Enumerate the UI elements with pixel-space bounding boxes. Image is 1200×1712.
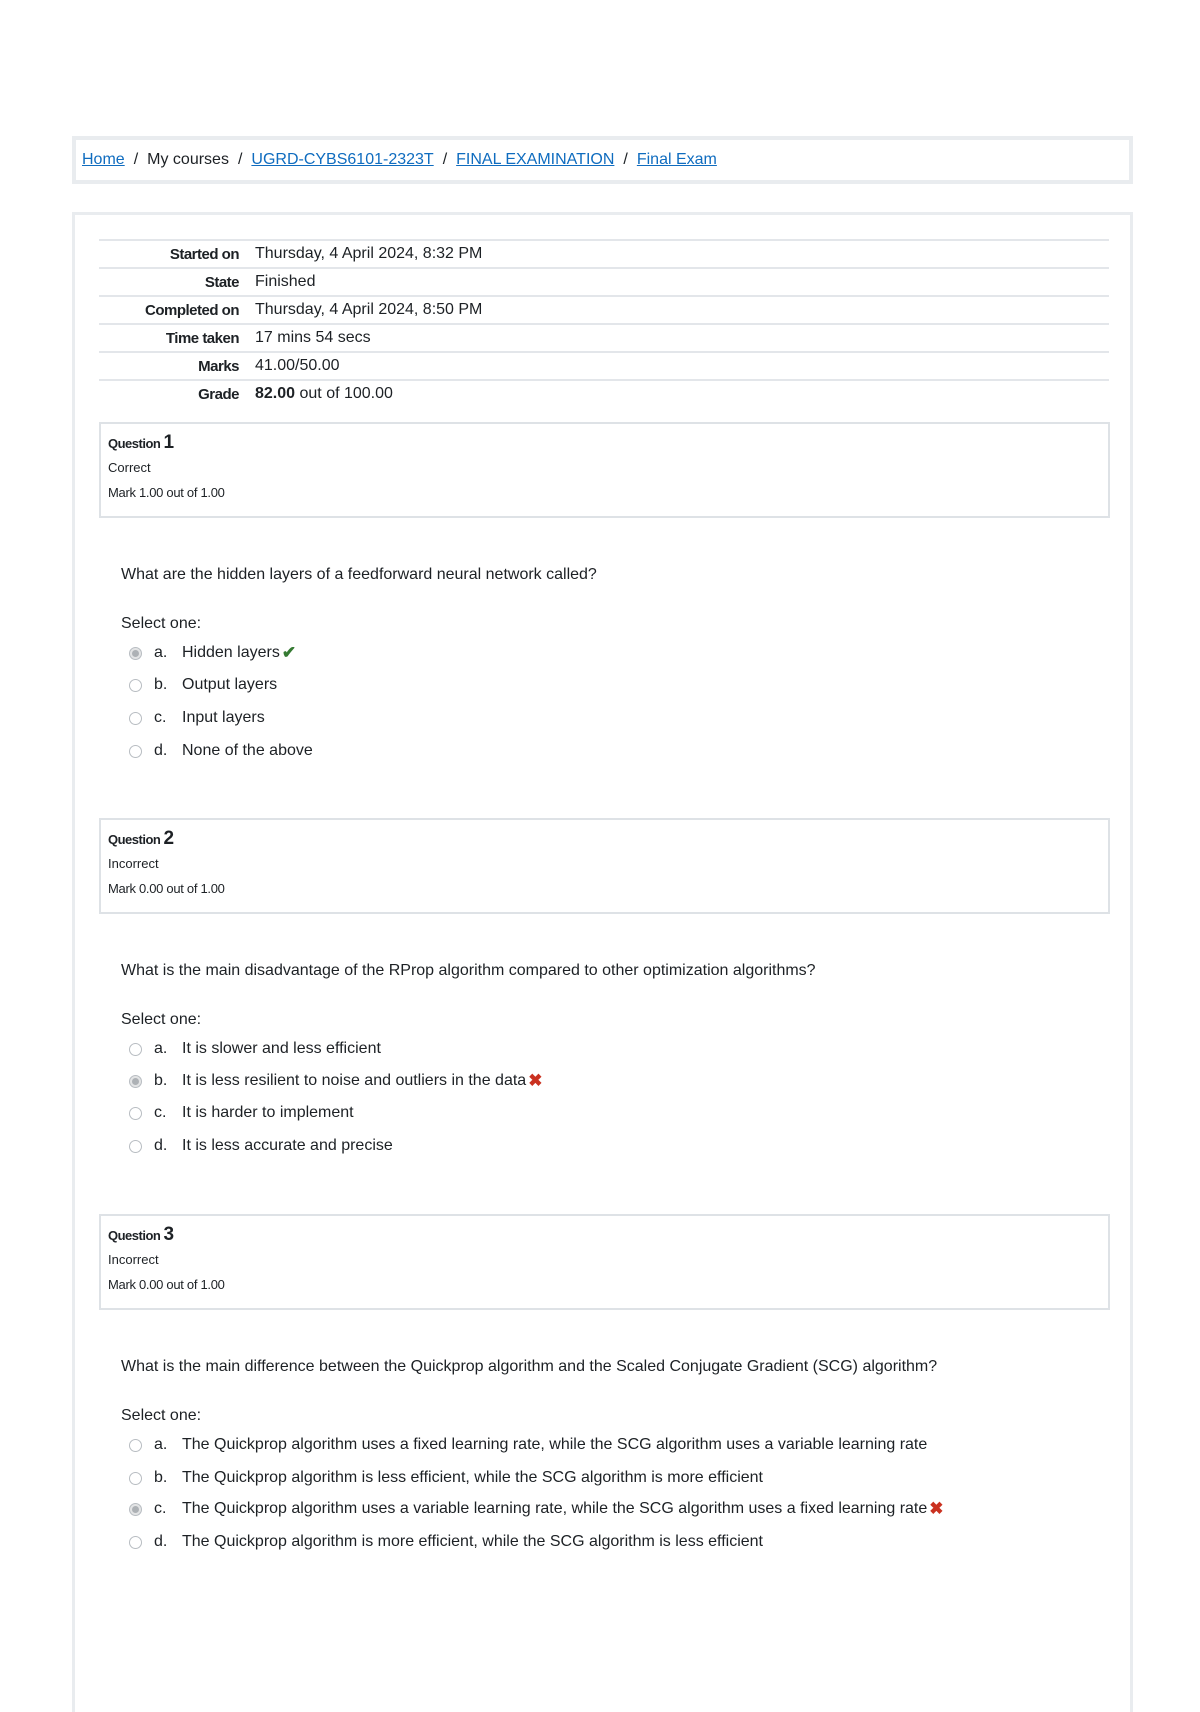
grade-value (255, 385, 393, 403)
question-2-option-b[interactable] (129, 1069, 542, 1093)
option-text: None of the above (182, 742, 313, 759)
question-3-option-b[interactable] (129, 1466, 763, 1490)
question-3-option-a[interactable] (129, 1433, 927, 1457)
radio-button[interactable] (129, 1140, 142, 1153)
quiz-review-region (72, 212, 1133, 1712)
question-mark: Mark 0.00 out of 1.00 (108, 881, 225, 896)
question-number (108, 1224, 1101, 1246)
state-label: State (204, 273, 239, 291)
radio-button[interactable] (129, 679, 142, 692)
attempt-summary-table (99, 239, 1109, 407)
question-3-info (99, 1214, 1110, 1310)
marks-label: Marks (198, 357, 239, 375)
question-2-text: What is the main disadvantage of the RProp algorithm compared to other optimization algorithms? (121, 962, 816, 979)
radio-button[interactable] (129, 1043, 142, 1056)
breadcrumb-section-link[interactable]: FINAL EXAMINATION (456, 151, 615, 168)
question-number-value: 3 (163, 1224, 174, 1245)
summary-row-completed (99, 295, 1109, 323)
radio-button[interactable] (129, 1075, 142, 1088)
question-number (108, 432, 1101, 454)
question-1-text: What are the hidden layers of a feedforward neural network called? (121, 566, 597, 583)
breadcrumb-separator: / (133, 151, 139, 168)
option-text: It is slower and less efficient (182, 1040, 381, 1057)
summary-row-time (99, 323, 1109, 351)
question-status: Correct (108, 460, 151, 475)
question-1-info (99, 422, 1110, 518)
question-3-option-d[interactable] (129, 1530, 763, 1554)
option-letter: a. (154, 1436, 168, 1453)
option-text: The Quickprop algorithm is more efficient, while the SCG algorithm is less efficient (182, 1533, 763, 1550)
question-2-option-a[interactable] (129, 1037, 381, 1061)
radio-button[interactable] (129, 1536, 142, 1549)
breadcrumb-course-link[interactable]: UGRD-CYBS6101-2323T (251, 151, 434, 168)
breadcrumb-activity-link[interactable]: Final Exam (636, 151, 717, 168)
radio-button[interactable] (129, 1107, 142, 1120)
option-text: It is less resilient to noise and outliers in the data (182, 1072, 527, 1089)
question-number (108, 828, 1101, 850)
option-text: Hidden layers (182, 644, 280, 661)
option-text: It is less accurate and precise (182, 1137, 393, 1154)
question-status: Incorrect (108, 856, 159, 871)
option-text: The Quickprop algorithm is less efficient, while the SCG algorithm is more efficient (182, 1469, 763, 1486)
summary-row-state (99, 267, 1109, 295)
question-label: Question (108, 436, 161, 451)
question-number-value: 1 (163, 432, 174, 453)
question-mark: Mark 0.00 out of 1.00 (108, 1277, 225, 1292)
select-one-label: Select one: (121, 615, 202, 632)
option-text: The Quickprop algorithm uses a fixed learning rate, while the SCG algorithm uses a variable learning rate (182, 1436, 928, 1453)
marks-value: 41.00/50.00 (255, 357, 340, 374)
question-status: Incorrect (108, 1252, 159, 1267)
option-letter: a. (154, 644, 168, 661)
grade-score: 82.00 (255, 385, 296, 402)
radio-button[interactable] (129, 1439, 142, 1452)
radio-button[interactable] (129, 712, 142, 725)
option-letter: d. (154, 742, 168, 759)
question-3-text: What is the main difference between the Quickprop algorithm and the Scaled Conjugate Gradient (SCG) algorithm? (121, 1358, 938, 1375)
breadcrumb-home-link[interactable]: Home (82, 151, 125, 168)
time-taken-value: 17 mins 54 secs (255, 329, 371, 346)
select-one-label: Select one: (121, 1011, 202, 1028)
summary-row-grade (99, 379, 1109, 407)
grade-out-of: out of 100.00 (299, 385, 393, 402)
question-1-option-a[interactable] (129, 641, 296, 665)
grade-label: Grade (198, 385, 239, 403)
radio-button[interactable] (129, 1472, 142, 1485)
question-2-option-d[interactable] (129, 1134, 393, 1158)
radio-button[interactable] (129, 647, 142, 660)
option-letter: a. (154, 1040, 168, 1057)
time-taken-label: Time taken (165, 329, 239, 347)
option-letter: d. (154, 1533, 168, 1550)
completed-on-value: Thursday, 4 April 2024, 8:50 PM (255, 301, 483, 318)
cross-icon: ✖ (528, 1071, 543, 1090)
option-text: Input layers (182, 709, 265, 726)
question-mark: Mark 1.00 out of 1.00 (108, 485, 225, 500)
option-letter: d. (154, 1137, 168, 1154)
option-letter: c. (154, 1500, 167, 1517)
state-value: Finished (255, 273, 316, 290)
option-letter: c. (154, 1104, 167, 1121)
breadcrumb-separator: / (442, 151, 448, 168)
option-letter: c. (154, 709, 167, 726)
breadcrumb-separator: / (237, 151, 243, 168)
option-text: Output layers (182, 676, 278, 693)
summary-row-started (99, 239, 1109, 267)
question-3-option-c[interactable] (129, 1497, 944, 1521)
question-label: Question (108, 1228, 161, 1243)
breadcrumb-my-courses: My courses (147, 151, 229, 168)
option-text: The Quickprop algorithm uses a variable learning rate, while the SCG algorithm uses a fixed learning rate (182, 1500, 928, 1517)
question-1-option-c[interactable] (129, 706, 265, 730)
question-2-option-c[interactable] (129, 1101, 354, 1125)
question-2-info (99, 818, 1110, 914)
completed-on-label: Completed on (145, 301, 239, 319)
breadcrumb (72, 136, 1133, 184)
question-label: Question (108, 832, 161, 847)
question-number-value: 2 (163, 828, 174, 849)
summary-row-marks (99, 351, 1109, 379)
question-1-option-b[interactable] (129, 673, 277, 697)
select-one-label: Select one: (121, 1407, 202, 1424)
breadcrumb-separator: / (623, 151, 628, 168)
question-1-option-d[interactable] (129, 739, 313, 763)
cross-icon: ✖ (929, 1499, 944, 1518)
radio-button[interactable] (129, 745, 142, 758)
radio-button[interactable] (129, 1503, 142, 1516)
started-on-label: Started on (169, 245, 239, 263)
option-letter: b. (154, 1072, 168, 1089)
started-on-value: Thursday, 4 April 2024, 8:32 PM (255, 245, 483, 262)
option-text: It is harder to implement (182, 1104, 354, 1121)
option-letter: b. (154, 676, 168, 693)
check-icon: ✔ (281, 643, 297, 662)
option-letter: b. (154, 1469, 168, 1486)
